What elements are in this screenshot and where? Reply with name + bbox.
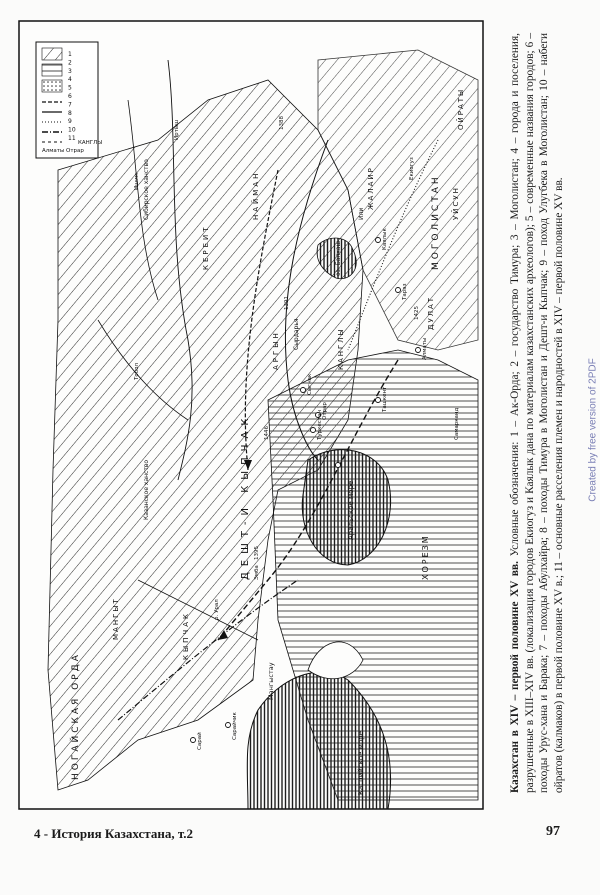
label-year-1391: 1391 [284, 296, 290, 310]
watermark-container [586, 190, 600, 670]
label-ishim: Ишим [134, 173, 140, 190]
label-year-1388: 1388 [279, 116, 285, 130]
caption-body: Условные обозначения: 1 – Ак-Орда; 2 – государство Тимура; 3 – Моголистан; 4 – города и поселения, разрушенные в XIII–XIV вв. (локализация городов Екиогуз и Каялык дана по материалам казахстанских археологов); 5 – современные названия городов; 6 – походы Урус-хана и Барака; 7 – походы Абулхайра; 8 – походы Тимура в Моголистан и Дешт-и Кыпчак; 9 – поход Улугбека в Моголистан; 10 – набеги ойратов (калмаков) в первой половине XV в.; 11 – основные расселения племен и народностей в XIV – первой половине XV вв. [508, 32, 565, 793]
label-oirats: ОЙРАТЫ [457, 87, 465, 130]
label-year-1395: 1395 [254, 546, 260, 560]
legend-number-11: 11 [68, 135, 76, 142]
map-caption-container [487, 28, 587, 798]
label-kereit: КЕРЕИТ [202, 224, 210, 270]
label-uysun: УЙСУН [452, 186, 460, 220]
map-svg [18, 20, 484, 810]
label-desht-kipchak: ДЕШТ-И КЫПЧАК [240, 412, 251, 580]
label-kangly: КАНГЛЫ [337, 327, 345, 370]
label-khwarezm: ХОРЕЗМ [421, 534, 430, 580]
label-caspian: Каспийское море [357, 731, 365, 795]
legend-number-7: 7 [68, 101, 72, 109]
legend-number-6: 6 [68, 93, 72, 100]
label-almaty: Алматы [422, 337, 428, 360]
label-saraichik: Сарайчик [232, 712, 238, 740]
legend-number-5: 5 [68, 84, 72, 92]
label-ural-river: р. Урал [214, 599, 220, 620]
legend-number-3: 3 [68, 67, 72, 75]
label-taraz: Тараз [402, 283, 408, 300]
label-mogolistan: МОГОЛИСТАН [431, 174, 441, 270]
label-nogai-orda: НОГАЙСКАЯ ОРДА [71, 652, 81, 780]
label-saray: Сарай [197, 732, 203, 750]
label-zhalair: ЖАЛАИР [367, 166, 375, 210]
legend-number-10: 10 [68, 126, 76, 134]
label-sygnak: Сыгнак [307, 373, 313, 395]
label-kayalyk: Каялык [382, 228, 388, 250]
label-year-1446: 1446 [264, 426, 270, 440]
historical-map [18, 20, 484, 810]
label-ili: Или [358, 207, 365, 220]
label-ekiogyz: Екиогуз [409, 157, 415, 180]
legend-sample-kangly: КАНГЛЫ [78, 140, 103, 146]
label-aral-sea: Аральское море [347, 480, 355, 540]
watermark-text: Created by free version of 2PDF [587, 358, 599, 502]
label-kazan: Казанское ханство [143, 459, 150, 520]
label-balkhash: оз. Балхаш [335, 240, 342, 276]
legend-number-1: 1 [68, 51, 72, 58]
legend-number-2: 2 [68, 59, 72, 67]
running-header: 4 - История Казахстана, т.2 [34, 826, 193, 841]
map-legend [36, 42, 102, 158]
label-syr-darya: Сырдарья [293, 318, 300, 350]
label-otrar: Отрар [322, 402, 328, 420]
label-kipchak: КЫПЧАК [182, 611, 190, 660]
label-tobol: Тобол [134, 363, 140, 380]
legend-sample-otrar: Отрар [66, 148, 84, 154]
label-turkestan: Туркестан [317, 409, 323, 440]
legend-number-4: 4 [68, 76, 72, 84]
caption-title: Казахстан в XIV – первой половине XV вв. [508, 561, 521, 793]
legend-number-9: 9 [68, 118, 72, 126]
label-year-1425: 1425 [414, 306, 420, 320]
label-siberian: Сибирское ханство [143, 159, 150, 220]
label-emba: Эмба [254, 565, 260, 580]
label-irtysh: Иртыш [174, 119, 180, 140]
page-number: 97 [546, 824, 560, 839]
legend-number-8: 8 [68, 109, 72, 117]
label-mangyshlak: Мангыстау [267, 662, 275, 700]
legend-sample-almaty: Алматы [42, 148, 65, 154]
label-tashkent: Ташкент [382, 386, 388, 412]
label-dulat: ДУЛАТ [427, 295, 435, 330]
label-argyn: АРГЫН [272, 330, 280, 370]
label-samarkand: Самарканд [454, 407, 460, 440]
label-mangyt: МАНГЫТ [112, 597, 120, 640]
map-caption [508, 33, 566, 793]
label-naiman: НАЙМАН [252, 170, 260, 220]
